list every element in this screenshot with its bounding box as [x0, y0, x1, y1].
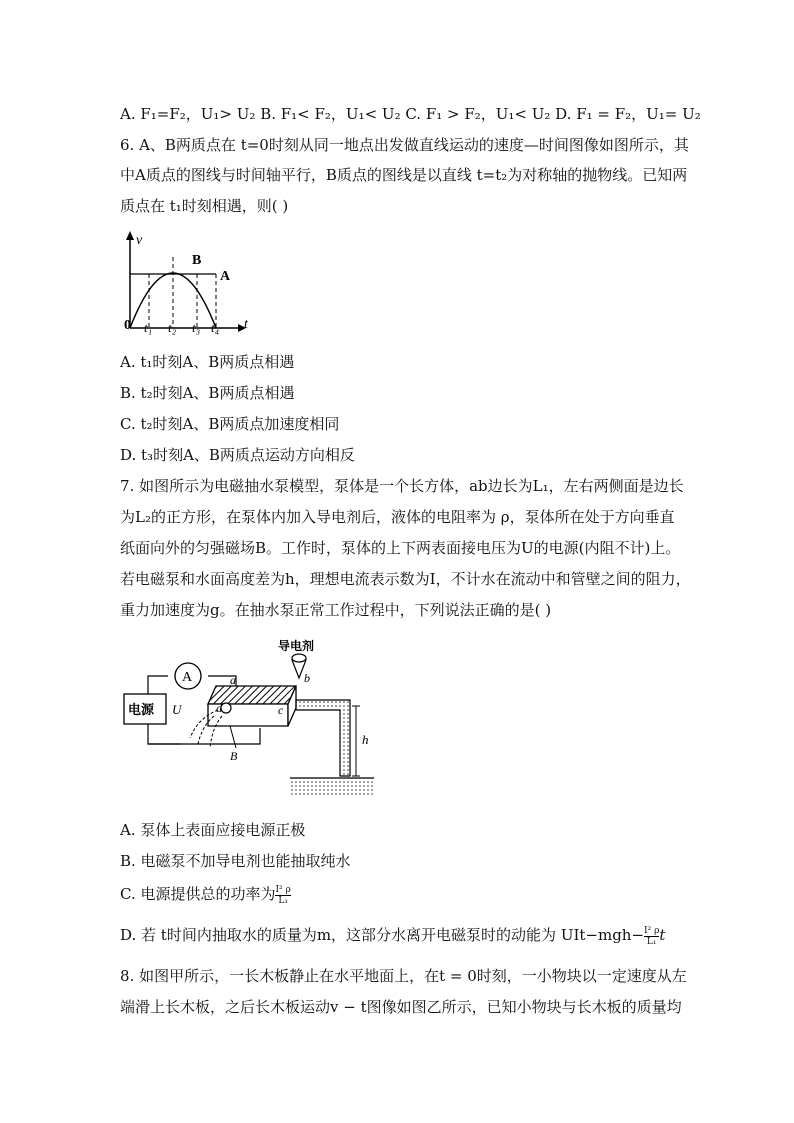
q7-option-c-den: L₁ [278, 895, 288, 906]
label-a: a [230, 673, 236, 687]
q7-option-c-prefix: C. 电源提供总的功率为 [120, 885, 276, 903]
label-B: B [230, 749, 238, 763]
dropper-top [292, 654, 306, 662]
q6-option-a: A. t₁时刻A、B两质点相遇 [120, 353, 295, 371]
ground [290, 778, 374, 796]
outlet-pipe [296, 700, 350, 776]
q6-option-d: D. t₃时刻A、B两质点运动方向相反 [120, 446, 355, 464]
q7-pump-figure [118, 636, 388, 804]
tick-t1: t₁ [144, 320, 153, 335]
tick-t3: t₃ [192, 320, 201, 335]
voltage-label: U [172, 702, 182, 717]
q7-option-d-fraction [644, 926, 659, 947]
curve-b-label: B [192, 253, 202, 268]
q7-option-c-fraction [275, 885, 290, 906]
label-b: b [304, 671, 310, 685]
q7-option-c-num: I² ρ [275, 884, 291, 895]
tick-t4: t₄ [211, 320, 220, 335]
x-axis-label: t [244, 317, 248, 332]
ammeter-label: A [182, 670, 193, 685]
q7-option-b: B. 电磁泵不加导电剂也能抽取纯水 [120, 852, 351, 870]
power-source-label: 电源 [128, 702, 155, 717]
y-axis-label: v [136, 233, 143, 248]
q6-stem-line2: 中A质点的图线与时间轴平行，B质点的图线是以直线 t=t₂为对称轴的抛物线。已知两 [120, 166, 688, 184]
q7-stem-line3: 纸面向外的匀强磁场B。工作时，泵体的上下两表面接电压为U的电源(内阻不计)上。 [120, 539, 681, 557]
q7-option-c [120, 884, 291, 906]
q7-option-d-den: L₁ [646, 936, 657, 947]
q6-option-b: B. t₂时刻A、B两质点相遇 [120, 384, 295, 402]
label-c: c [278, 703, 284, 717]
q8-stem-line1: 8. 如图甲所示，一长木板静止在水平地面上，在t = 0时刻，一小物块以一定速度从左 [120, 967, 687, 985]
q6-option-c: C. t₂时刻A、B两质点加速度相同 [120, 415, 340, 433]
y-axis-arrow [126, 231, 134, 240]
q7-option-d-suffix: t [659, 926, 666, 944]
origin-label: 0 [124, 318, 131, 333]
q7-option-d-num: I² ρ [644, 925, 660, 936]
h-label: h [362, 732, 369, 747]
circuit-wire-bottom [148, 728, 260, 744]
q6-stem-line1: 6. A、B两质点在 t=0时刻从同一地点出发做直线运动的速度—时间图像如图所示，其 [120, 136, 689, 154]
line-a-label: A [220, 269, 231, 284]
q7-option-a: A. 泵体上表面应接电源正极 [120, 821, 306, 839]
q7-option-d-prefix: D. 若 t时间内抽取水的质量为m，这部分水离开电磁泵时的动能为 UIt−mgh− [120, 926, 645, 944]
tick-t2: t₂ [168, 320, 177, 335]
q7-stem-line5: 重力加速度为g。在抽水泵正常工作过程中，下列说法正确的是( ) [120, 601, 552, 619]
conductive-agent-label: 导电剂 [278, 639, 315, 653]
q7-stem-line4: 若电磁泵和水面高度差为h，理想电流表示数为I，不计水在流动中和管壁之间的阻力， [120, 570, 691, 588]
label-d: d [216, 701, 222, 715]
pump-inlet [221, 703, 231, 713]
q7-stem-line2: 为L₂的正方形，在泵体内加入导电剂后，液体的电阻率为 ρ，泵体所在处于方向垂直 [120, 508, 675, 526]
q5-options: A. F₁=F₂，U₁> U₂ B. F₁< F₂，U₁< U₂ C. F₁ > F₂，U₁< U₂ D. F₁ = F₂，U₁= U₂ [120, 105, 701, 123]
q6-vt-graph [118, 228, 258, 338]
q7-option-d [120, 925, 665, 947]
q7-stem-line1: 7. 如图所示为电磁抽水泵模型，泵体是一个长方体，ab边长为L₁，左右两侧面是边长 [120, 477, 684, 495]
q6-stem-line3: 质点在 t₁时刻相遇，则( ) [120, 197, 289, 215]
q8-stem-line2: 端滑上长木板，之后长木板运动v − t图像如图乙所示，已知小物块与长木板的质量均 [120, 998, 682, 1016]
